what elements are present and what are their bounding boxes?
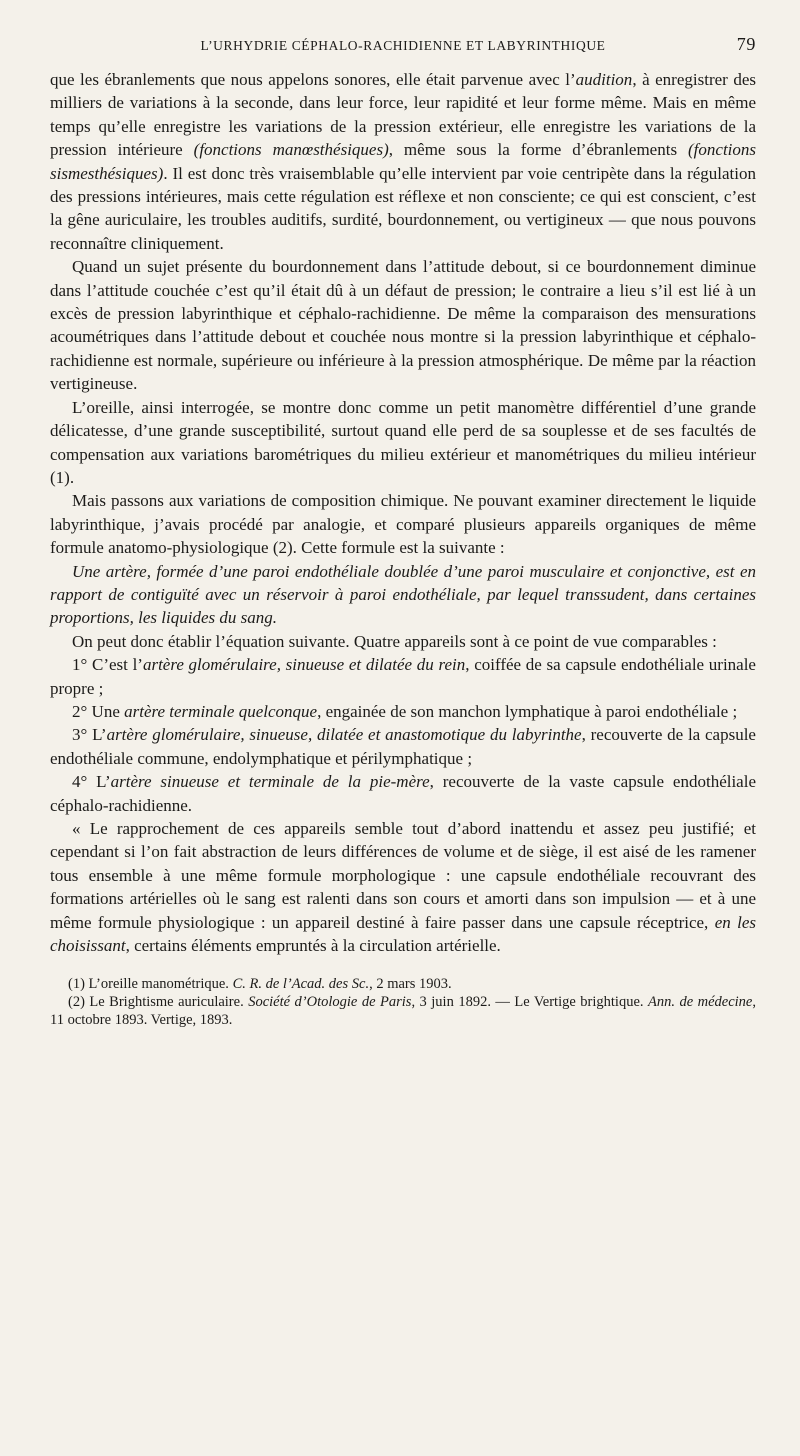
body-text <box>50 68 756 957</box>
italic-text: audition <box>575 70 633 89</box>
italic-text: C. R. de l’Acad. des Sc. <box>232 976 370 993</box>
italic-text: Une artère, formée d’une paroi endothéliale doublée d’une paroi musculaire et conjonctive, est en rapport de contiguïté avec un réservoir à paroi endothéliale, par lequel transsudent, dans certaines proportions, les liquides du sang. <box>50 561 756 628</box>
text-run: Mais passons aux variations de composition chimique. Ne pouvant examiner directement le liquide labyrinthique, j’avais procédé par analogie, et comparé plusieurs appareils organiques de même formule anatomo-physiologique (2). Cette formule est la suivante : <box>50 491 756 558</box>
italic-text: artère sinueuse et terminale de la pie-mère <box>110 772 430 792</box>
text-run: , 2 mars 1903. <box>369 976 452 993</box>
page-header <box>50 34 756 60</box>
text-run: , coiffée de sa capsule endothéliale urinale propre ; <box>50 655 756 698</box>
text-run: , 11 octobre 1893. Vertige, 1893. <box>50 994 756 1029</box>
paragraph <box>50 817 756 957</box>
text-run: 4° L’ <box>72 772 111 792</box>
text-run: 1° C’est l’ <box>72 655 143 675</box>
text-run: que les ébranlements que nous appelons sonores, elle était parvenue avec l’ <box>50 70 576 89</box>
text-run: , certains éléments empruntés à la circulation artérielle. <box>125 936 501 956</box>
paragraph <box>50 255 756 395</box>
paragraph <box>50 489 756 559</box>
text-run: 3° L’ <box>72 725 107 745</box>
footnotes <box>50 975 756 1029</box>
text-run: On peut donc établir l’équation suivante. Quatre appareils sont à ce point de vue comparables : <box>72 631 717 651</box>
paragraph <box>50 700 756 723</box>
text-run: , à enregistrer des milliers de variations à la seconde, dans leur force, leur rapidité et leur forme même. Mais en même temps qu’elle enregistre les variations de la pression extérieur, elle enregistre les variations de la pression intérieure <box>50 70 757 160</box>
text-run: 2° Une <box>72 701 125 721</box>
footnote <box>50 975 756 993</box>
paragraph <box>50 723 756 770</box>
italic-text: artère glomérulaire, sinueuse, dilatée et anastomotique du labyrinthe <box>106 725 582 745</box>
text-run: . Il est donc très vraisemblable qu’elle intervient par voie centripète dans la régulation des pressions intérieures, mais cette régulation est réflexe et non consciente; ce qui est conscient, c’est la gêne auriculaire, les troubles auditifs, surdité, bourdonnement, ou vertigineux — que nous pouvons reconnaître cliniquement. <box>50 163 756 253</box>
text-run: , 3 juin 1892. — Le Vertige brightique. <box>411 994 648 1011</box>
text-run: L’oreille, ainsi interrogée, se montre donc comme un petit manomètre différentiel d’une grande délicatesse, d’une grande susceptibilité, surtout quand elle perd de sa souplesse et de ses facultés de compensation aux variations barométriques du milieu extérieur et manométriques du milieu intérieur (1). <box>50 397 756 487</box>
paragraph <box>50 770 756 817</box>
text-run: (1) L’oreille manométrique. <box>68 976 233 993</box>
text-run: Quand un sujet présente du bourdonnement dans l’attitude debout, si ce bourdonnement diminue dans l’attitude couchée c’est qu’il était dû à un défaut de pression; le contraire a lieu s’il est lié à un excès de pression labyrinthique et céphalo-rachidienne. De même la comparaison des mensurations acoumétriques dans l’attitude debout et couchée nous montre si la pression labyrinthique et céphalo-rachidienne est normale, supérieure ou inférieure à la pression atmosphérique. De même par la réaction vertigineuse. <box>50 257 756 394</box>
paragraph <box>50 396 756 490</box>
text-run: (2) Le Brightisme auriculaire. <box>68 994 249 1011</box>
page-number: 79 <box>736 34 756 54</box>
italic-text: Société d’Otologie de Paris <box>248 994 412 1011</box>
italic-text: en les choisissant <box>50 912 756 956</box>
italic-text: artère glomérulaire, sinueuse et dilatée du rein <box>142 655 466 675</box>
paragraph <box>50 560 756 630</box>
italic-text: (fonctions sismesthésiques) <box>50 140 757 183</box>
italic-text: artère terminale quelconque <box>124 701 318 721</box>
running-title: L’URHYDRIE CÉPHALO-RACHIDIENNE ET LABYRINTHIQUE <box>200 38 606 53</box>
paragraph <box>50 630 756 653</box>
text-run: « Le rapprochement de ces appareils semble tout d’abord inattendu et assez peu justifié; et cependant si l’on fait abstraction de leurs différences de volume et de siège, il est aisé de les ramener tous ensemble à une même formule morphologique : une capsule endothéliale recouvrant des formations artérielles où le sang est ralenti dans son cours et amorti dans son impulsion — et à une même formule physiologique : un appareil destiné à faire passer dans une capsule réceptrice, <box>50 819 756 932</box>
paragraph <box>50 653 756 700</box>
italic-text: (fonctions manœsthésiques) <box>193 140 389 160</box>
text-run: , recouverte de la capsule endothéliale commune, endolymphatique et périlymphatique ; <box>50 725 756 768</box>
text-run: , recouverte de la vaste capsule endothéliale céphalo-rachidienne. <box>50 772 756 815</box>
italic-text: Ann. de médecine <box>647 994 753 1011</box>
paragraph <box>50 68 756 255</box>
footnote <box>50 993 756 1029</box>
text-run: , même sous la forme d’ébranlements <box>388 140 689 160</box>
text-run: , engainée de son manchon lymphatique à paroi endothéliale ; <box>317 701 738 721</box>
